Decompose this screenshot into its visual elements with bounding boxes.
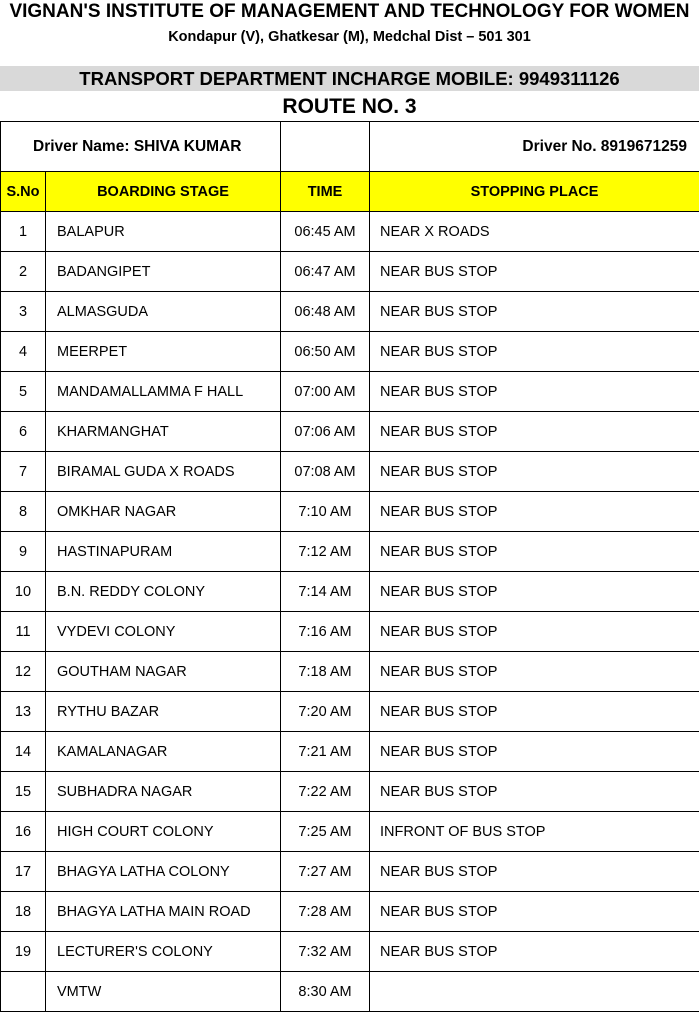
table-row <box>1 572 699 612</box>
table-row <box>1 732 699 772</box>
row-time: 7:18 AM <box>281 652 370 692</box>
row-stage: VYDEVI COLONY <box>46 612 281 652</box>
row-time: 7:27 AM <box>281 852 370 892</box>
row-sno: 5 <box>1 372 46 412</box>
row-sno: 15 <box>1 772 46 812</box>
driver-row <box>1 122 699 172</box>
table-header-row <box>1 172 699 212</box>
table-row <box>1 772 699 812</box>
row-sno: 18 <box>1 892 46 932</box>
driver-spacer-cell <box>281 122 370 172</box>
row-stop: NEAR BUS STOP <box>370 572 699 612</box>
row-time: 7:22 AM <box>281 772 370 812</box>
row-time: 7:16 AM <box>281 612 370 652</box>
row-stop: NEAR BUS STOP <box>370 372 699 412</box>
table-row <box>1 412 699 452</box>
table-row <box>1 252 699 292</box>
driver-number: Driver No. 8919671259 <box>370 122 699 172</box>
row-stage: BADANGIPET <box>46 252 281 292</box>
row-stage: GOUTHAM NAGAR <box>46 652 281 692</box>
table-row <box>1 692 699 732</box>
row-sno: 2 <box>1 252 46 292</box>
row-stage: MANDAMALLAMMA F HALL <box>46 372 281 412</box>
driver-name: SHIVA KUMAR <box>134 138 242 155</box>
column-header-time: TIME <box>281 172 370 212</box>
row-time: 7:25 AM <box>281 812 370 852</box>
row-sno: 17 <box>1 852 46 892</box>
row-stage: ALMASGUDA <box>46 292 281 332</box>
row-sno: 16 <box>1 812 46 852</box>
row-stage: BHAGYA LATHA MAIN ROAD <box>46 892 281 932</box>
row-stop: NEAR BUS STOP <box>370 532 699 572</box>
row-time: 8:30 AM <box>281 972 370 1012</box>
institute-address: Kondapur (V), Ghatkesar (M), Medchal Dist – 501 301 <box>0 27 699 47</box>
row-stop: NEAR BUS STOP <box>370 332 699 372</box>
row-time: 7:14 AM <box>281 572 370 612</box>
row-stage: MEERPET <box>46 332 281 372</box>
table-row <box>1 652 699 692</box>
row-stop: NEAR BUS STOP <box>370 412 699 452</box>
row-sno: 19 <box>1 932 46 972</box>
row-stop: NEAR BUS STOP <box>370 892 699 932</box>
table-row <box>1 332 699 372</box>
route-table <box>0 121 699 1012</box>
row-time: 7:20 AM <box>281 692 370 732</box>
row-stop: NEAR BUS STOP <box>370 252 699 292</box>
row-time: 7:32 AM <box>281 932 370 972</box>
row-stage: LECTURER'S COLONY <box>46 932 281 972</box>
row-stage: RYTHU BAZAR <box>46 692 281 732</box>
row-time: 06:45 AM <box>281 212 370 252</box>
row-stop: NEAR BUS STOP <box>370 652 699 692</box>
row-stop: NEAR X ROADS <box>370 212 699 252</box>
row-sno: 12 <box>1 652 46 692</box>
row-stage: HASTINAPURAM <box>46 532 281 572</box>
row-stage: BIRAMAL GUDA X ROADS <box>46 452 281 492</box>
row-time: 7:10 AM <box>281 492 370 532</box>
row-time: 7:21 AM <box>281 732 370 772</box>
row-stage: HIGH COURT COLONY <box>46 812 281 852</box>
row-time: 06:48 AM <box>281 292 370 332</box>
table-row <box>1 492 699 532</box>
row-stage: KHARMANGHAT <box>46 412 281 452</box>
row-stop: NEAR BUS STOP <box>370 612 699 652</box>
row-sno: 10 <box>1 572 46 612</box>
row-stop: NEAR BUS STOP <box>370 852 699 892</box>
row-stage: BALAPUR <box>46 212 281 252</box>
row-stop <box>370 972 699 1012</box>
row-sno: 9 <box>1 532 46 572</box>
driver-name-label: Driver Name: <box>33 138 130 155</box>
table-row <box>1 852 699 892</box>
row-sno: 4 <box>1 332 46 372</box>
column-header-stage: BOARDING STAGE <box>46 172 281 212</box>
table-row <box>1 532 699 572</box>
row-stop: NEAR BUS STOP <box>370 452 699 492</box>
row-sno: 8 <box>1 492 46 532</box>
row-stop: NEAR BUS STOP <box>370 292 699 332</box>
row-time: 07:08 AM <box>281 452 370 492</box>
row-time: 06:47 AM <box>281 252 370 292</box>
row-stop: NEAR BUS STOP <box>370 932 699 972</box>
row-sno: 6 <box>1 412 46 452</box>
driver-name-cell <box>1 122 281 172</box>
row-stop: NEAR BUS STOP <box>370 492 699 532</box>
table-row <box>1 932 699 972</box>
row-sno: 1 <box>1 212 46 252</box>
row-time: 07:06 AM <box>281 412 370 452</box>
institute-title: VIGNAN'S INSTITUTE OF MANAGEMENT AND TECHNOLOGY FOR WOMEN <box>0 0 699 24</box>
row-stage: VMTW <box>46 972 281 1012</box>
row-sno: 7 <box>1 452 46 492</box>
row-time: 7:12 AM <box>281 532 370 572</box>
row-time: 07:00 AM <box>281 372 370 412</box>
table-row <box>1 372 699 412</box>
row-stop: NEAR BUS STOP <box>370 772 699 812</box>
route-number: ROUTE NO. 3 <box>0 92 699 121</box>
table-row <box>1 972 699 1012</box>
table-row <box>1 452 699 492</box>
row-sno: 14 <box>1 732 46 772</box>
row-stop: NEAR BUS STOP <box>370 692 699 732</box>
row-stage: OMKHAR NAGAR <box>46 492 281 532</box>
row-stage: SUBHADRA NAGAR <box>46 772 281 812</box>
row-stage: BHAGYA LATHA COLONY <box>46 852 281 892</box>
table-row <box>1 892 699 932</box>
table-row <box>1 292 699 332</box>
row-time: 7:28 AM <box>281 892 370 932</box>
column-header-sno: S.No <box>1 172 46 212</box>
column-header-stop: STOPPING PLACE <box>370 172 699 212</box>
table-row <box>1 212 699 252</box>
row-stop: NEAR BUS STOP <box>370 732 699 772</box>
row-time: 06:50 AM <box>281 332 370 372</box>
table-row <box>1 812 699 852</box>
row-sno: 13 <box>1 692 46 732</box>
row-sno: 3 <box>1 292 46 332</box>
row-stage: B.N. REDDY COLONY <box>46 572 281 612</box>
row-stop: INFRONT OF BUS STOP <box>370 812 699 852</box>
transport-incharge-banner: TRANSPORT DEPARTMENT INCHARGE MOBILE: 9949311126 <box>0 66 699 91</box>
table-row <box>1 612 699 652</box>
row-sno: 11 <box>1 612 46 652</box>
row-sno <box>1 972 46 1012</box>
row-stage: KAMALANAGAR <box>46 732 281 772</box>
